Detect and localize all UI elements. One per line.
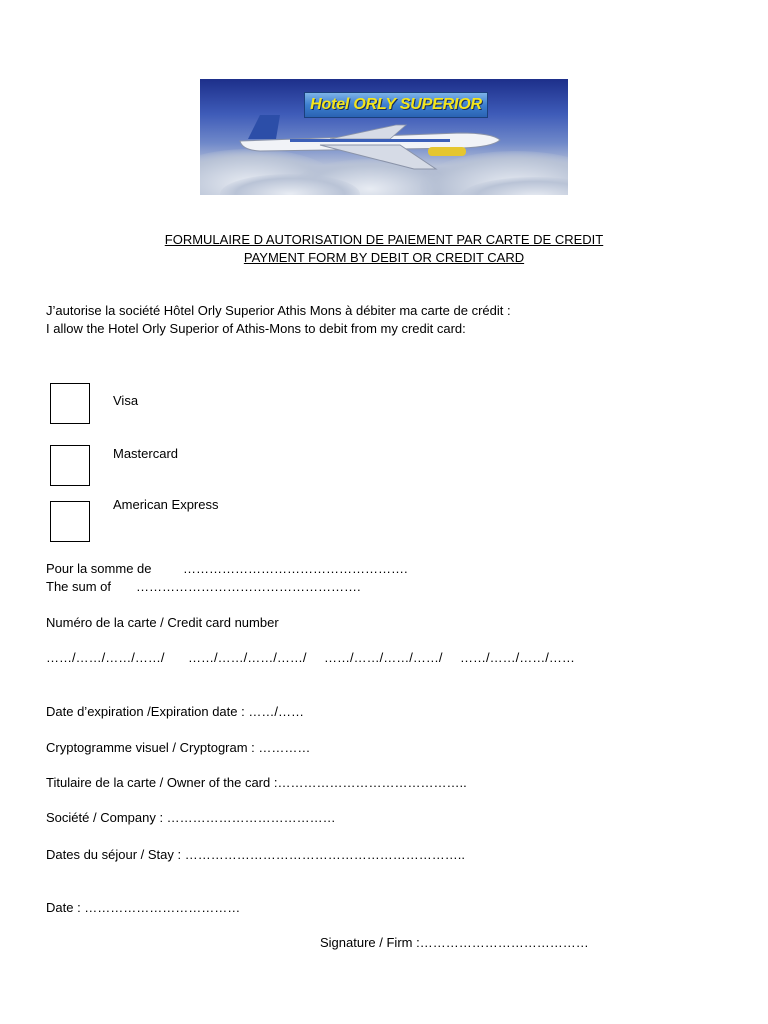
hotel-banner-image bbox=[200, 79, 568, 195]
mastercard-label: Mastercard bbox=[113, 446, 179, 461]
card-number-group-2[interactable]: ……/……/……/……/ bbox=[188, 650, 307, 665]
card-owner-field[interactable]: Titulaire de la carte / Owner of the card :…………………………………….. bbox=[46, 775, 467, 790]
sum-fr-label: Pour la somme de bbox=[46, 561, 152, 576]
form-heading-fr: FORMULAIRE D AUTORISATION DE PAIEMENT PAR CARTE DE CREDIT bbox=[164, 232, 604, 247]
amex-checkbox[interactable] bbox=[50, 501, 90, 542]
company-field[interactable]: Société / Company : ………………………………… bbox=[46, 810, 336, 825]
card-number-group-4[interactable]: ……/……/……/…… bbox=[460, 650, 575, 665]
banner-title-box bbox=[304, 92, 488, 118]
intro-fr: J’autorise la société Hôtel Orly Superior Athis Mons à débiter ma carte de crédit : bbox=[46, 303, 511, 318]
signature-field[interactable]: Signature / Firm :………………………………… bbox=[320, 935, 589, 950]
sum-en-label: The sum of bbox=[46, 579, 112, 594]
date-field[interactable]: Date : ……………………………… bbox=[46, 900, 241, 915]
intro-en: I allow the Hotel Orly Superior of Athis-Mons to debit from my credit card: bbox=[46, 321, 466, 336]
stay-dates-field[interactable]: Dates du séjour / Stay : ……………………………………………………….. bbox=[46, 847, 465, 862]
mastercard-checkbox[interactable] bbox=[50, 445, 90, 486]
visa-label: Visa bbox=[113, 393, 139, 408]
card-number-group-3[interactable]: ……/……/……/……/ bbox=[324, 650, 443, 665]
visa-checkbox[interactable] bbox=[50, 383, 90, 424]
sum-en-field[interactable]: ……………………………………………. bbox=[136, 579, 361, 594]
banner-title: Hotel ORLY SUPERIOR bbox=[310, 96, 482, 113]
form-heading-en: PAYMENT FORM BY DEBIT OR CREDIT CARD bbox=[243, 250, 525, 265]
expiration-date-field[interactable]: Date d’expiration /Expiration date : ……/…… bbox=[46, 704, 304, 719]
amex-label: American Express bbox=[113, 497, 219, 512]
cryptogram-field[interactable]: Cryptogramme visuel / Cryptogram : ………… bbox=[46, 740, 311, 755]
sum-fr-field[interactable]: ……………………………………………. bbox=[183, 561, 408, 576]
card-number-group-1[interactable]: ……/……/……/……/ bbox=[46, 650, 165, 665]
card-number-label: Numéro de la carte / Credit card number bbox=[46, 615, 279, 630]
